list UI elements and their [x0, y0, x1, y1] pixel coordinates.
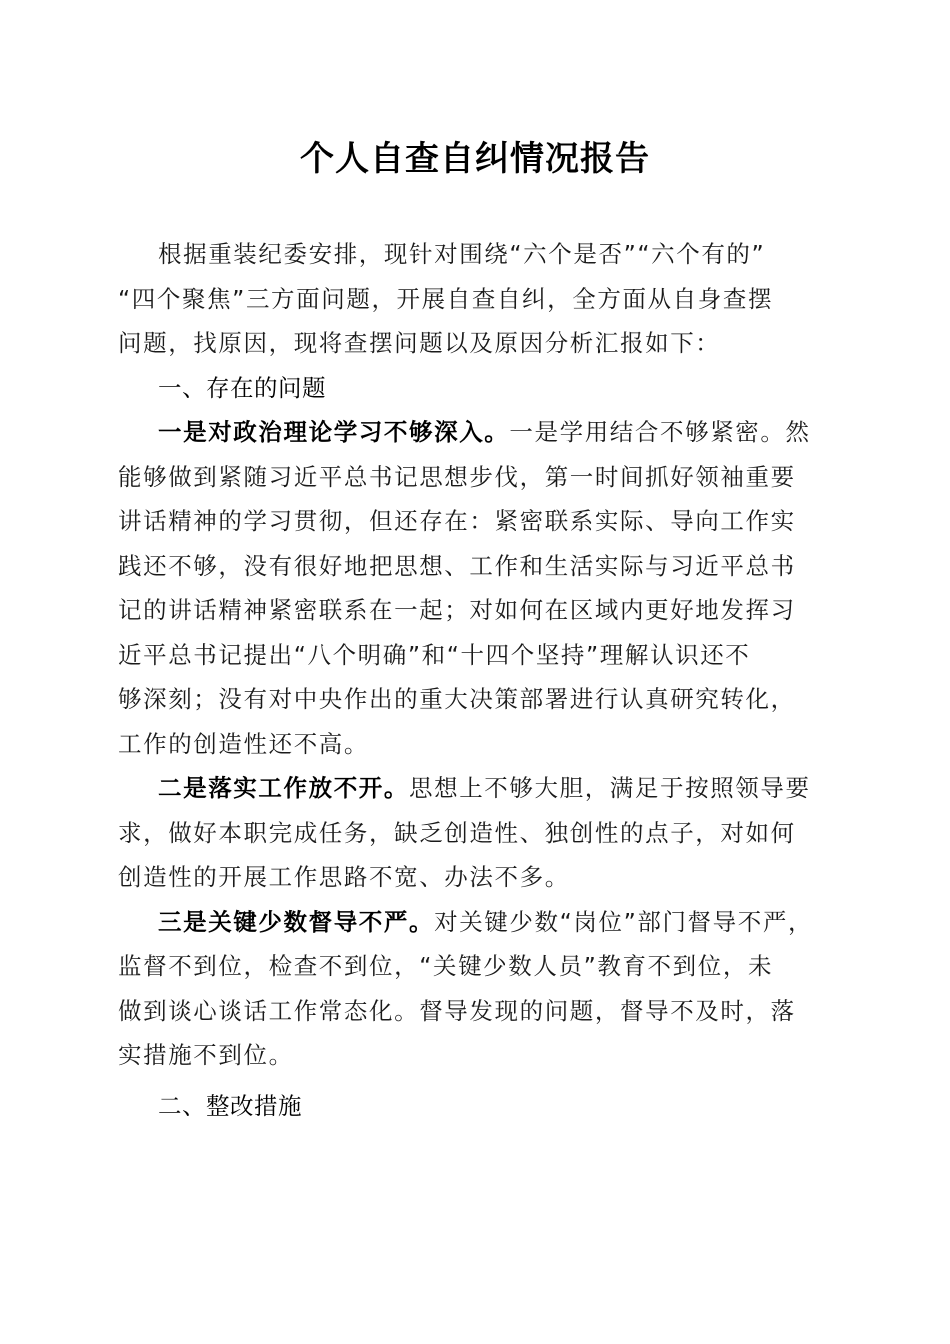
text-line: 监督不到位，检查不到位，“关键少数人员”教育不到位，未: [118, 952, 774, 980]
text-line: 创造性的开展工作思路不宽、办法不多。: [118, 863, 570, 891]
text-line: 工作的创造性还不高。: [118, 729, 369, 758]
text-line: 近平总书记提出“八个明确”和“十四个坚持”理解认识还不: [118, 640, 751, 669]
text-line: 做到谈心谈话工作常态化。督导发现的问题，督导不及时，落: [118, 996, 796, 1025]
text-line: 根据重装纪委安排，现针对围绕“六个是否”“六个有的”: [158, 240, 766, 268]
item-text: 思想上不够大胆，满足于按照领导要: [409, 774, 811, 802]
text-line: 求，做好本职完成任务，缺乏创造性、独创性的点子，对如何: [118, 818, 796, 847]
item-text: 一是学用结合不够紧密。然: [509, 418, 811, 446]
text-line: 记的讲话精神紧密联系在一起；对如何在区域内更好地发挥习: [118, 596, 796, 624]
text-line: 实措施不到位。: [118, 1041, 294, 1069]
section-heading-measures: 二、整改措施: [158, 1091, 302, 1120]
text-line: [118, 900, 834, 945]
item-lead: 一是对政治理论学习不够深入。: [158, 418, 510, 446]
text-line: [118, 766, 834, 811]
document-body: [118, 232, 834, 1128]
item-lead: 二是落实工作放不开。: [158, 774, 409, 802]
item-text: 对关键少数“岗位”部门督导不严，: [434, 907, 814, 936]
text-line: 能够做到紧随习近平总书记思想步伐，第一时间抓好领袖重要: [118, 462, 796, 491]
text-line: 问题，找原因，现将查摆问题以及原因分析汇报如下：: [118, 329, 721, 357]
document-title: 个人自查自纠情况报告: [300, 139, 650, 179]
problem-item-1: [118, 410, 834, 766]
text-line: 讲话精神的学习贯彻，但还存在：紧密联系实际、导向工作实: [118, 507, 796, 535]
intro-paragraph: [118, 232, 834, 366]
item-lead: 三是关键少数督导不严。: [158, 907, 435, 936]
section-heading-problems: 一、存在的问题: [158, 373, 326, 402]
problem-item-2: [118, 766, 834, 900]
text-line: “四个聚焦”三方面问题，开展自查自纠，全方面从自身查摆: [118, 284, 774, 313]
text-line: [118, 410, 834, 455]
text-line: 践还不够，没有很好地把思想、工作和生活实际与习近平总书: [118, 551, 796, 580]
text-line: 够深刻；没有对中央作出的重大决策部署进行认真研究转化，: [118, 685, 796, 713]
problem-item-3: [118, 900, 834, 1078]
